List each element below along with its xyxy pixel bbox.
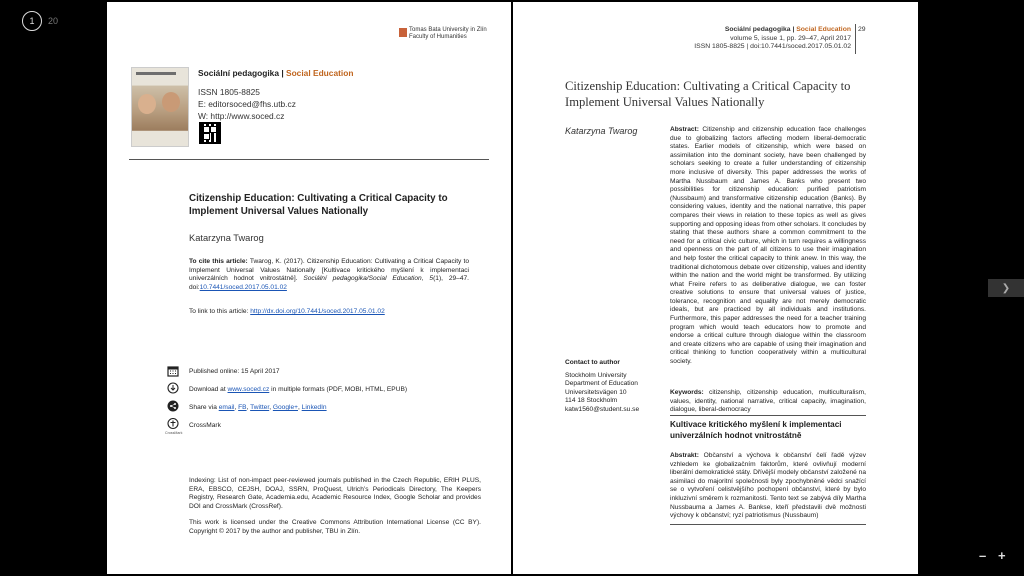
issn: ISSN 1805-8825	[198, 87, 260, 97]
crossmark-icon-label: CrossMark	[165, 431, 183, 435]
abstract	[670, 126, 866, 367]
faculty-name: Faculty of Humanities	[409, 34, 467, 40]
czech-abstract-label: Abstrakt:	[670, 452, 699, 459]
contact-line: Department of Education	[565, 380, 638, 388]
chevron-right-icon: ❯	[1001, 282, 1011, 294]
article-author: Katarzyna Twarog	[565, 126, 638, 136]
calendar-icon	[167, 365, 179, 377]
download-icon[interactable]	[167, 382, 179, 394]
right-page	[513, 2, 918, 574]
keywords-text: citizenship, citizenship education, multiculturalism, values, identity, national narrative, critical capacity, imagination, dialogue, liberal-democracy	[670, 389, 866, 414]
next-page-button[interactable]	[988, 279, 1024, 297]
cite-text: Twarog, K. (2017). Citizenship Education: Cultivating a Critical Capacity to Implement Universal Values Nationally [Kultivace kritického myšlení k implementaci univerzálních hodnot vnitrostátně].	[189, 258, 469, 283]
link-label: To link to this article:	[189, 308, 249, 315]
header-vertical-rule	[855, 24, 856, 54]
cite-issue: (1), 29–47. doi:	[189, 275, 470, 291]
share-email-link[interactable]: email	[218, 404, 235, 411]
keywords-label: Keywords:	[670, 389, 704, 396]
journal-website[interactable]: W: http://www.soced.cz	[198, 111, 285, 122]
share-google-link[interactable]: Google+	[272, 404, 298, 411]
czech-abstract	[670, 452, 866, 521]
journal-cover-image	[131, 67, 189, 147]
page-indicator	[22, 11, 58, 31]
contact-label: Contact to author	[565, 359, 620, 366]
left-page	[107, 2, 511, 574]
indexing-text: Indexing: List of non-impact peer-reviewed journals published in the Czech Republic, ERIH PLUS, ERA, EBSCO, CEJSH, DOAJ, SSRN, ProQuest, Ulrich’s Periodicals Directory, The Keepers Registry, Research Gate, Academia.edu, Academic Resource Index, Google Scholar and provides DOI and CrossMark (CrossRef).	[189, 477, 481, 510]
university-name: Tomas Bata University in Zlín	[409, 27, 487, 33]
article-title: Citizenship Education: Cultivating a Critical Capacity to Implement Universal Values Nationally	[189, 193, 448, 217]
journal-separator: |	[281, 68, 284, 78]
share-twitter-link[interactable]: Twitter	[250, 404, 270, 411]
qr-code-icon	[199, 122, 221, 144]
cite-label: To cite this article:	[189, 258, 248, 265]
citation-block	[189, 258, 469, 292]
contact-block	[565, 359, 665, 415]
contact-line: 114 18 Stockholm	[565, 397, 618, 405]
journal-name: Sociální pedagogika	[198, 68, 279, 78]
download-label: Download at	[189, 386, 226, 393]
article-title: Citizenship Education: Cultivating a Critical Capacity to Implement Universal Values Nationally	[565, 79, 851, 109]
article-author: Katarzyna Twarog	[189, 233, 264, 243]
zoom-in-button[interactable]: +	[998, 548, 1006, 563]
crossmark-icon[interactable]	[167, 418, 179, 430]
header-separator: |	[792, 26, 795, 33]
share-icon[interactable]	[167, 400, 179, 412]
cite-doi-link[interactable]: 10.7441/soced.2017.05.01.02	[199, 283, 287, 291]
running-header	[663, 26, 851, 52]
license-text: This work is licensed under the Creative Commons Attribution International License (CC BY). Copyright © 2017 by the author and publisher, TBU in Zlín.	[189, 519, 481, 535]
abstract-text: Citizenship and citizenship education face challenges due to globalizing factors affecting modern liberal-democratic states. Earlier models of citizenship, which were based on assimilation into the dominant society, have been challenged by scholars seeking to create a fuller understanding of citizenship more inclusive of diversity. This paper addresses the works of Martha Nussbaum and James A. Banks who present two possibilities for citizenship education: purified patriotism (Nussbaum) and transformative citizenship education (Banks). By considering values, identity and the national narrative, this paper compares their views in relation to these topics as well as gives supporting and opposing ideas from other scholars. It concludes by stating that these authors share a common commitment to the need for a critical civic culture, which in turn requires a willingness and openness on the part of all citizens to use their imagination and help foster the critical capacity to think anew. In this way, the traditional dichotomous debate over citizenship, values and identity within the nation and the world might be transformed. By utilizing what Freire refers to as deliberative dialogue, we can foster creative solutions to ensure that universal values of justice, tolerance, recognition and equality are not merely democratic ideals, but are practiced by all individuals and institutions. Furthermore, this paper addresses the need for a teacher training program which would teach educators how to promote and endorse a critical culture through dialogue within the classroom and create citizens who are capable of using their imagination and critical thinking to function cooperatively within a multicultural society.	[670, 126, 866, 366]
zoom-out-button[interactable]: –	[979, 548, 987, 563]
download-formats: in multiple formats (PDF, MOBI, HTML, EPUB)	[271, 386, 408, 393]
czech-title: Kultivace kritického myšlení k implementaci univerzálních hodnot vnitrostátně	[670, 420, 842, 440]
share-line: Share via email, FB, Twitter, Google+, LinkedIn	[189, 404, 327, 411]
journal-heading	[198, 68, 353, 78]
current-page-badge[interactable]: 1	[22, 11, 42, 31]
link-block	[189, 308, 489, 317]
editor-email[interactable]: E: editorsoced@fhs.utb.cz	[198, 99, 296, 110]
cite-journal: Sociální pedagogika/Social Education, 5	[303, 275, 434, 283]
header-issn: ISSN 1805-8825 | doi:10.7441/soced.2017.05.01.02	[694, 43, 851, 51]
header-volume: volume 5, issue 1, pp. 29–47, April 2017	[730, 34, 851, 42]
article-doi-link[interactable]: http://dx.doi.org/10.7441/soced.2017.05.01.02	[250, 308, 385, 315]
total-pages: 20	[48, 16, 59, 26]
keywords	[670, 389, 866, 415]
contact-line: Stockholm University	[565, 371, 627, 379]
bottom-divider	[670, 524, 866, 525]
share-linkedin-link[interactable]: LinkedIn	[301, 404, 327, 411]
published-date: Published online: 15 April 2017	[189, 368, 280, 375]
czech-abstract-text: Občanství a výchova k občanství čelí řadě výzev vzhledem ke globalizačním faktorům, které ovlivňují moderní liberální demokratické státy. Dřívější modely občanství založené na asimilaci do majoritní společnosti byly zpochybněné vědci snažící se o vytvoření celistvějšího pochopení občanství, které by bylo inkluzivní směrem k rozmanitosti. Tento text se zabývá díly Martha Nussbauma a James A. Bankse, kteří představili dvě možnosti výchovy k občanství; ryzí patriotismus (Nussbaum)	[670, 452, 866, 520]
page-number: 29	[858, 26, 866, 33]
journal-name-en: Social Education	[285, 68, 354, 78]
header-journal: Sociální pedagogika	[724, 26, 791, 33]
header-divider	[129, 159, 489, 160]
section-divider	[670, 415, 866, 416]
header-journal-en: Social Education	[796, 26, 851, 33]
download-link[interactable]: www.soced.cz	[227, 386, 270, 393]
share-fb-link[interactable]: FB	[238, 404, 247, 411]
download-line	[189, 386, 407, 395]
abstract-label: Abstract:	[670, 126, 699, 133]
share-label: Share via	[189, 404, 217, 411]
contact-email[interactable]: katw1560@student.su.se	[565, 405, 640, 413]
university-logo-icon	[399, 28, 407, 37]
crossmark-label[interactable]: CrossMark	[189, 422, 221, 429]
contact-line: Universitetsvägen 10	[565, 388, 627, 396]
